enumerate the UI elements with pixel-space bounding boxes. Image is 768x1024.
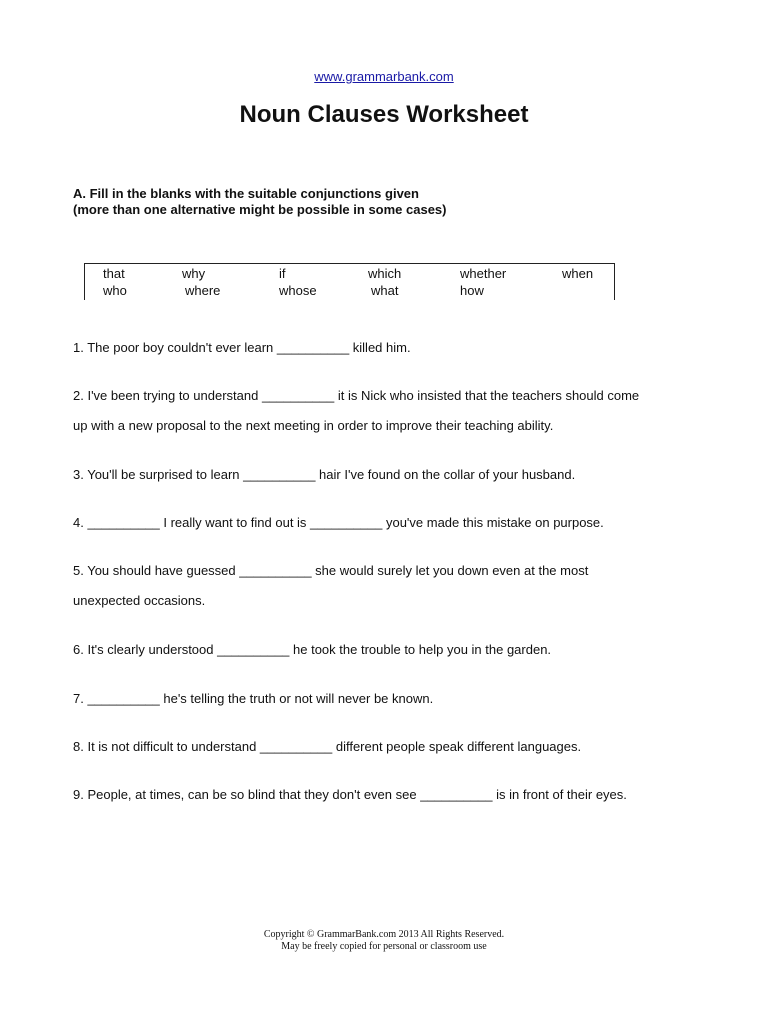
usage-note: May be freely copied for personal or classroom use [281, 941, 487, 952]
question-5 [73, 556, 713, 616]
instructions [73, 186, 447, 218]
question-3 [73, 460, 713, 490]
question-2-line-2: up with a new proposal to the next meeting in order to improve their teaching ability. [73, 418, 554, 433]
word-why: why [182, 266, 206, 281]
question-4-line-1: 4. __________ I really want to find out is __________ you've made this mistake on purpose. [73, 515, 604, 530]
question-9-line-1: 9. People, at times, can be so blind that they don't even see __________ is in front of their eyes. [73, 787, 627, 802]
question-2 [73, 381, 713, 441]
question-7-line-1: 7. __________ he's telling the truth or not will never be known. [73, 691, 434, 706]
word-that: that [103, 266, 125, 281]
word-whether: whether [460, 266, 507, 281]
word-if: if [279, 266, 286, 281]
word-which: which [368, 266, 402, 281]
instructions-line-2: (more than one alternative might be possible in some cases) [73, 202, 447, 217]
question-4 [73, 508, 713, 538]
word-how: how [460, 283, 484, 298]
question-1 [73, 333, 713, 363]
question-8 [73, 732, 713, 762]
site-link[interactable]: www.grammarbank.com [314, 69, 454, 84]
word-what: what [371, 283, 399, 298]
copyright-text: Copyright © GrammarBank.com 2013 All Rights Reserved. [263, 929, 505, 940]
question-6 [73, 635, 713, 665]
question-7 [73, 684, 713, 714]
word-whose: whose [279, 283, 317, 298]
question-5-line-2: unexpected occasions. [73, 593, 206, 608]
question-1-line-1: 1. The poor boy couldn't ever learn __________ killed him. [73, 340, 411, 355]
question-5-line-1: 5. You should have guessed __________ she would surely let you down even at the most [73, 563, 589, 578]
page-title: Noun Clauses Worksheet [239, 101, 529, 128]
footer [0, 929, 768, 953]
word-who: who [103, 283, 127, 298]
question-3-line-1: 3. You'll be surprised to learn __________ hair I've found on the collar of your husband. [73, 467, 576, 482]
word-box [84, 263, 615, 300]
instructions-line-1: A. Fill in the blanks with the suitable conjunctions given [73, 186, 419, 201]
question-8-line-1: 8. It is not difficult to understand __________ different people speak different languages. [73, 739, 582, 754]
word-where: where [185, 283, 221, 298]
question-9 [73, 780, 713, 810]
question-2-line-1: 2. I've been trying to understand __________ it is Nick who insisted that the teachers should come [73, 388, 640, 403]
question-6-line-1: 6. It's clearly understood __________ he took the trouble to help you in the garden. [73, 642, 552, 657]
word-when: when [562, 266, 594, 281]
